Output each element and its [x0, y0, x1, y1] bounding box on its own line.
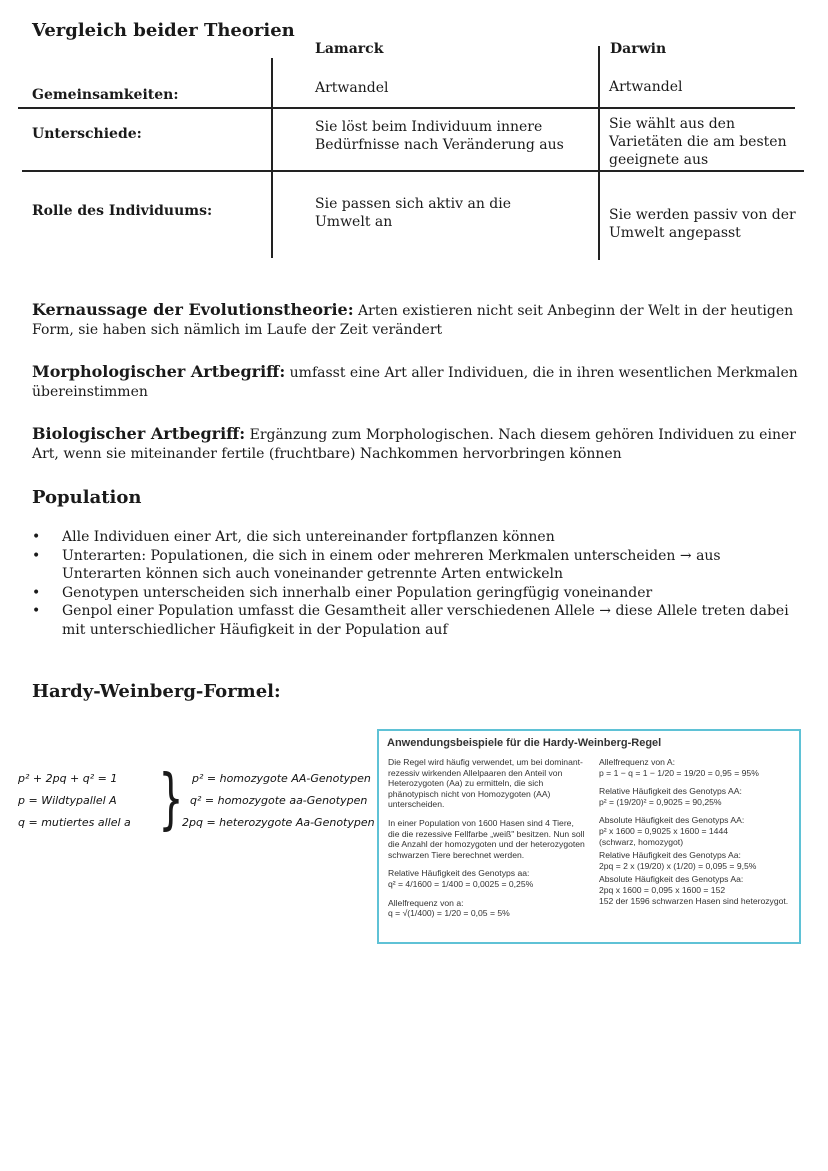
row-label: Unterschiede:	[32, 126, 142, 142]
handwritten-formula	[18, 768, 131, 834]
box-text: Absolute Häufigkeit des Genotyps Aa:	[599, 874, 744, 885]
col-darwin: Darwin	[610, 41, 667, 57]
box-title: Anwendungsbeispiele für die Hardy-Weinberg-Regel	[387, 737, 662, 749]
darwin-cell: Sie wählt aus den Varietäten die am besten geeignete aus	[609, 116, 787, 168]
box-text: 152 der 1596 schwarzen Hasen sind heterozygot.	[599, 895, 789, 906]
definition-text: Ergänzung zum Morphologischen. Nach diesem gehören Individuen zu einer Art, wenn sie miteinander fertile (fruchtbare) Nachkommen hervorbringen können	[32, 427, 796, 462]
box-formula: p² = (19/20)² = 0,9025 = 90,25%	[599, 796, 722, 807]
table-divider	[271, 58, 273, 258]
list-item: • Alle Individuen einer Art, die sich untereinander fortpflanzen können	[32, 528, 802, 547]
list-item: • Unterarten: Populationen, die sich in einem oder mehreren Merkmalen unterscheiden → aus Unterarten können sich auch voneinander getrennte Arten entwickeln	[32, 547, 802, 584]
lamarck-cell: Artwandel	[315, 80, 389, 96]
box-formula: p² x 1600 = 0,9025 x 1600 = 1444	[599, 825, 729, 836]
genotype-line: p² = homozygote AA-Genotypen	[192, 772, 371, 785]
box-text: Relative Häufigkeit des Genotyps Aa:	[599, 850, 741, 861]
genotype-line: q² = homozygote aa-Genotypen	[190, 794, 368, 807]
definition	[32, 362, 802, 402]
box-formula: q = √(1/400) = 1/20 = 0,05 = 5%	[388, 908, 510, 919]
box-formula: 2pq = 2 x (19/20) x (1/20) = 0,095 = 9,5%	[599, 860, 757, 871]
population-title: Population	[32, 487, 142, 508]
population-list	[32, 528, 802, 639]
box-left-column	[388, 757, 586, 919]
col-lamarck: Lamarck	[315, 41, 384, 57]
box-text: Relative Häufigkeit des Genotyps aa:	[388, 868, 530, 879]
brace-icon: }	[158, 760, 184, 837]
comparison-title: Vergleich beider Theorien	[32, 20, 295, 41]
box-text: Absolute Häufigkeit des Genotyps AA:	[599, 815, 745, 826]
box-formula: 2pq x 1600 = 0,095 x 1600 = 152	[599, 884, 726, 895]
box-text: (schwarz, homozygot)	[599, 836, 684, 847]
box-formula: q² = 4/1600 = 1/400 = 0,0025 = 0,25%	[388, 878, 534, 889]
box-text: Allelfrequenz von A:	[599, 757, 675, 767]
box-text: Allelfrequenz von a:	[388, 897, 464, 908]
box-text: Relative Häufigkeit des Genotyps AA:	[599, 786, 742, 797]
box-formula: p = 1 − q = 1 − 1/20 = 19/20 = 0,95 = 95%	[599, 767, 759, 778]
row-label: Gemeinsamkeiten:	[32, 87, 179, 103]
box-text: Die Regel wird häufig verwendet, um bei dominant-rezessiv wirkenden Allelpaaren den Anteil von Heterozygoten (Aa) zu ermitteln, die sich phänotypisch nicht von Homozygoten (AA) unterscheiden.	[388, 757, 583, 810]
definition-text: umfasst eine Art aller Individuen, die in ihren wesentlichen Merkmalen übereinstimmen	[32, 365, 798, 400]
definition-term: Biologischer Artbegriff:	[32, 424, 246, 443]
hardy-title: Hardy-Weinberg-Formel:	[32, 681, 281, 702]
row-label: Rolle des Individuums:	[32, 203, 213, 219]
lamarck-cell: Sie passen sich aktiv an die Umwelt an	[315, 196, 512, 230]
definition-term: Morphologischer Artbegriff:	[32, 362, 286, 381]
genotype-line: 2pq = heterozygote Aa-Genotypen	[182, 816, 375, 829]
handwritten-genotypes	[182, 768, 375, 834]
table-divider	[18, 107, 795, 109]
hardy-weinberg-example-box	[377, 729, 801, 944]
formula-line: p = Wildtypallel A	[18, 794, 117, 807]
definition	[32, 300, 802, 340]
lamarck-cell: Sie löst beim Individuum innere Bedürfnisse nach Veränderung aus	[315, 119, 564, 153]
formula-line: q = mutiertes allel a	[18, 816, 131, 829]
list-item: • Genotypen unterscheiden sich innerhalb einer Population geringfügig voneinander	[32, 584, 802, 603]
darwin-cell: Sie werden passiv von der Umwelt angepasst	[609, 207, 796, 241]
box-right-column	[599, 757, 795, 906]
table-divider	[22, 170, 804, 172]
definition	[32, 424, 802, 464]
darwin-cell: Artwandel	[609, 79, 683, 95]
list-item: • Genpol einer Population umfasst die Gesamtheit aller verschiedenen Allele → diese Allele treten dabei mit unterschiedlicher Häufigkeit in der Population auf	[32, 602, 802, 639]
definition-term: Kernaussage der Evolutionstheorie:	[32, 300, 354, 319]
definition-text: Arten existieren nicht seit Anbeginn der Welt in der heutigen Form, sie haben sich nämlich im Laufe der Zeit verändert	[32, 303, 794, 338]
formula-line: p² + 2pq + q² = 1	[18, 772, 118, 785]
box-text: In einer Population von 1600 Hasen sind 4 Tiere, die die rezessive Fellfarbe „weiß" besitzen. Nun soll die Anzahl der homozygoten und der heterozygoten schwarzen Tiere berechnet werden.	[388, 817, 585, 860]
